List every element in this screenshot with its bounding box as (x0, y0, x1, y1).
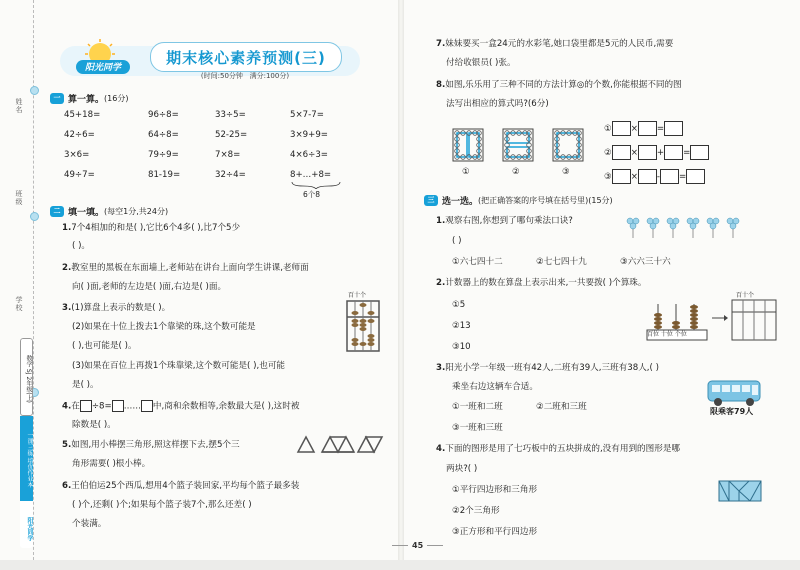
section-note: (每空1分,共24分) (104, 207, 169, 216)
question-text: ÷8= (91, 401, 112, 412)
question-text: 中,商和余数相等,余数最大是( ),这时被 (152, 401, 300, 412)
question-number: 4. (62, 401, 72, 412)
question-text: 如图,乐乐用了三种不同的方法计算◎的个数,你能根据不同的图 (445, 80, 682, 90)
question-2-cont: 向( )面,老师的左边是( )面,右边是( )面。 (72, 282, 227, 292)
question-number: 2. (436, 278, 446, 288)
time-label: (时间:50分钟 (200, 72, 243, 80)
answer-box[interactable] (638, 121, 657, 136)
name-field-label: 姓名 (15, 98, 23, 114)
question-7 (436, 38, 673, 50)
bus-icon (706, 378, 762, 408)
brace-note: 6个8 (303, 190, 321, 199)
answer-box[interactable] (664, 145, 683, 160)
choice-question-3 (436, 362, 659, 374)
section-title: 选一选。 (442, 197, 479, 207)
figure-label-1: ① (462, 167, 470, 177)
question-text: 在 (71, 401, 80, 412)
brace-mark (290, 181, 342, 189)
equation-row-3: ③ × - = (604, 169, 705, 185)
calc-item: 8+…+8= (290, 170, 332, 180)
option[interactable]: ③正方形和平行四边形 (452, 527, 538, 537)
option[interactable]: ①六七四十二 (452, 257, 503, 267)
blank-box[interactable] (80, 400, 92, 412)
figure-3 (553, 129, 583, 161)
answer-box[interactable] (612, 169, 631, 184)
binding-hole (30, 212, 39, 221)
calc-item: 49÷7= (64, 170, 95, 180)
question-3-part2: (2)如果在十位上拨去1个靠梁的珠,这个数可能是 (72, 322, 256, 332)
figure-1 (453, 129, 483, 161)
abacus-label: 百十个 (736, 292, 755, 299)
question-number: 2. (62, 263, 72, 273)
abacus-label: 百十个 (348, 292, 367, 299)
choice-question-3-cont: 乘坐右边这辆车合适。 (452, 382, 538, 392)
section-note: (把正确答案的序号填在括号里)(15分) (478, 196, 613, 205)
answer-box[interactable] (664, 121, 683, 136)
series-label: 一课三练 培优作业本 (20, 416, 33, 501)
section-number: 二 (50, 206, 64, 217)
binding-strip (0, 0, 40, 570)
calc-item: 81-19= (148, 170, 181, 180)
question-6-cont2: 个装满。 (72, 519, 107, 529)
option[interactable]: ②七七四十九 (536, 257, 587, 267)
option[interactable]: ②二班和三班 (536, 402, 587, 412)
question-number: 5. (62, 440, 72, 450)
section-title: 填一填。 (68, 208, 105, 218)
question-text: 妹妹要买一盒24元的水彩笔,她口袋里都是5元的人民币,需要 (445, 39, 674, 49)
calc-item: 42÷6= (64, 130, 95, 140)
question-6-cont: ( )个,还剩( )个;如果每个篮子装7个,那么还差( ) (72, 500, 252, 510)
equation-row-2: ② × + = (604, 145, 709, 161)
question-text: 如图,用小棒摆三角形,照这样摆下去,摆5个三 (71, 440, 240, 450)
binding-hole (30, 86, 39, 95)
subject-label: 数学 SJ 2年级(上) (20, 338, 33, 416)
question-5-cont: 角形需要( )根小棒。 (72, 459, 151, 469)
question-3-part3: (3)如果在百位上再拨1个珠靠梁,这个数可能是( ),也可能 (72, 361, 286, 371)
question-text: 下面的图形是用了七巧板中的五块拼成的,没有用到的图形是哪 (445, 444, 681, 454)
equation-label: ① (604, 124, 612, 134)
option[interactable]: ①一班和二班 (452, 402, 503, 412)
question-5 (62, 439, 240, 451)
calc-item: 33÷5= (215, 110, 246, 120)
question-number: 7. (436, 39, 446, 49)
calc-item: 5×7-7= (290, 110, 324, 120)
calc-item: 3×6= (64, 150, 90, 160)
equation-label: ② (604, 148, 612, 158)
question-text: (1)算盘上表示的数是( )。 (71, 303, 171, 313)
answer-box[interactable] (660, 169, 679, 184)
question-text: 计数器上的数在算盘上表示出来,一共要拨( )个算珠。 (445, 278, 647, 288)
class-field-label: 班级 (15, 190, 23, 206)
option[interactable]: ③10 (452, 342, 471, 352)
question-number: 1. (436, 216, 446, 226)
question-text: 7个4相加的和是( ),它比6个4多( ),比7个5少 (71, 223, 241, 233)
question-1 (62, 222, 240, 234)
counter-label: 百位 十位 个位 (647, 331, 687, 338)
logo-text: 阳光同学 (84, 63, 121, 73)
calc-item: 3×9+9= (290, 130, 329, 140)
choice-question-4 (436, 443, 680, 455)
calc-item: 79÷9= (148, 150, 179, 160)
question-number: 3. (62, 303, 72, 313)
choice-question-1 (436, 215, 573, 227)
section3-heading (424, 194, 613, 207)
brand-label: 阳光同学 (20, 501, 33, 548)
abacus-figure (346, 300, 380, 352)
blank-box[interactable] (141, 400, 153, 412)
equation-row-1: ① × = (604, 121, 683, 137)
question-1-cont: ( )。 (72, 241, 91, 251)
triangle-sticks-figure (296, 434, 384, 454)
figure-2 (503, 129, 533, 161)
exam-info (150, 71, 340, 81)
question-8-cont: 法写出相应的算式吗?(6分) (446, 99, 549, 109)
page-title: 期末核心素养预测(三) (150, 42, 342, 72)
figure-label-2: ② (512, 167, 520, 177)
choice-question-1-answer: ( ) (452, 236, 462, 246)
question-4 (62, 400, 299, 413)
choice-question-4-cont: 两块?( ) (446, 464, 478, 474)
calc-item: 7×8= (215, 150, 241, 160)
section-number: 三 (424, 195, 438, 206)
section-number: 一 (50, 93, 64, 104)
answer-box[interactable] (638, 145, 657, 160)
question-text: 阳光小学一年级一班有42人,二班有39人,三班有38人,( ) (445, 363, 659, 373)
figure-label-3: ③ (562, 167, 570, 177)
question-text: 教室里的黑板在东面墙上,老师站在讲台上面向学生讲课,老师面 (71, 263, 309, 273)
answer-box[interactable] (686, 169, 705, 184)
equation-label: ③ (604, 172, 612, 182)
calc-item: 64÷8= (148, 130, 179, 140)
question-4-cont: 除数是( )。 (72, 420, 116, 430)
book-info-strip (20, 338, 33, 548)
page-fold (398, 0, 404, 570)
question-6 (62, 480, 299, 492)
balloon-bunches-icon (624, 216, 764, 240)
question-number: 6. (62, 481, 72, 491)
calc-item: 32÷4= (215, 170, 246, 180)
answer-box[interactable] (638, 169, 657, 184)
bus-capacity-label: 限乘客79人 (710, 407, 754, 416)
score-label: 满分:100分) (249, 72, 290, 80)
section2-heading (50, 205, 168, 218)
choice-question-2 (436, 277, 646, 289)
question-2 (62, 262, 309, 274)
question-number: 3. (436, 363, 446, 373)
question-3-part3b: 是( )。 (72, 380, 99, 390)
question-number: 8. (436, 80, 446, 90)
option[interactable]: ③一班和三班 (452, 423, 503, 433)
calc-item: 52-25= (215, 130, 248, 140)
option[interactable]: ①5 (452, 300, 466, 310)
calc-item: 96÷8= (148, 110, 179, 120)
question-number: 4. (436, 444, 446, 454)
tangram-figure (718, 480, 762, 502)
page-shadow (0, 560, 800, 570)
section-title: 算一算。 (68, 95, 105, 105)
calc-item: 4×6÷3= (290, 150, 329, 160)
circle-arrangement-figures (452, 128, 592, 164)
blank-box[interactable] (112, 400, 124, 412)
answer-box[interactable] (690, 145, 709, 160)
school-field-label: 学校 (15, 296, 23, 312)
question-text: 观察右图,你想到了哪句乘法口诀? (445, 216, 573, 226)
question-number: 1. (62, 223, 72, 233)
question-text: 王伯伯运25个西瓜,想用4个篮子装回家,平均每个篮子最多装 (71, 481, 300, 491)
option[interactable]: ①平行四边形和三角形 (452, 485, 538, 495)
answer-box[interactable] (612, 145, 631, 160)
question-3-part2b: ( ),也可能是( )。 (72, 341, 137, 351)
question-8 (436, 79, 682, 91)
question-text: …… (123, 401, 141, 412)
page-number: 45 (388, 541, 447, 550)
question-7-cont: 付给收银员( )张。 (446, 58, 516, 68)
section-note: (16分) (104, 94, 129, 103)
calc-item: 45+18= (64, 110, 101, 120)
answer-box[interactable] (612, 121, 631, 136)
option[interactable]: ②13 (452, 321, 471, 331)
option[interactable]: ②2个三角形 (452, 506, 500, 516)
question-3 (62, 302, 170, 314)
section1-heading (50, 92, 128, 105)
option[interactable]: ③六六三十六 (620, 257, 671, 267)
